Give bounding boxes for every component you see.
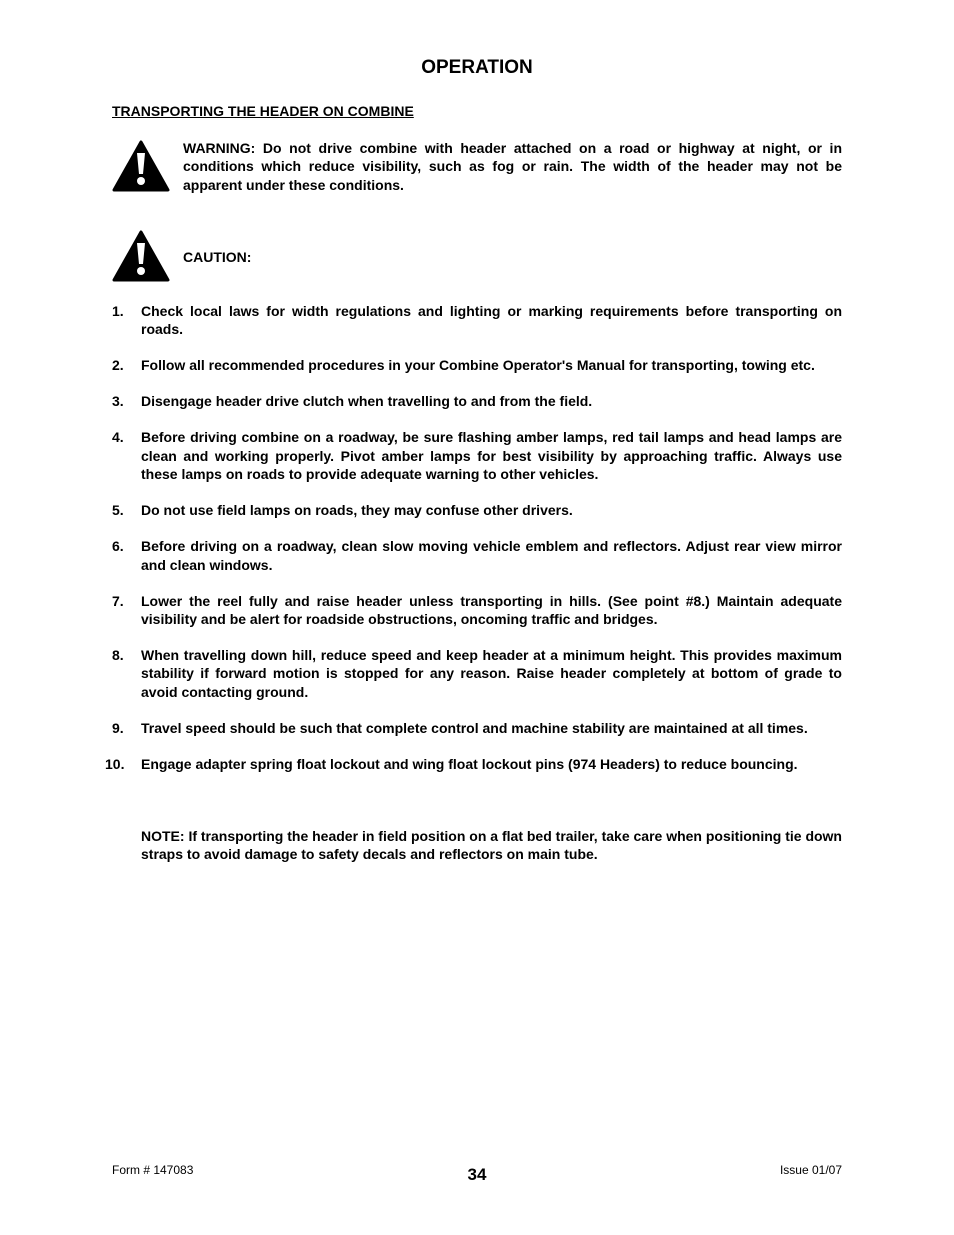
list-item bbox=[0, 501, 954, 519]
list-item bbox=[0, 356, 954, 374]
step-text: Do not use field lamps on roads, they may confuse other drivers. bbox=[141, 502, 573, 519]
step-number: 6. bbox=[112, 538, 124, 555]
transport-note: NOTE: If transporting the header in field position on a flat bed trailer, take care when positioning tie down straps to avoid damage to safety decals and reflectors on main tube. bbox=[141, 828, 842, 863]
step-number: 8. bbox=[112, 647, 124, 664]
step-text: Before driving on a roadway, clean slow moving vehicle emblem and reflectors. Adjust rear view mirror and clean windows. bbox=[141, 538, 842, 573]
list-item bbox=[0, 592, 954, 629]
section-title: TRANSPORTING THE HEADER ON COMBINE bbox=[112, 103, 414, 119]
step-text: Lower the reel fully and raise header unless transporting in hills. (See point #8.) Maintain adequate visibility and be alert for roadside obstructions, oncoming traffic and bridges. bbox=[141, 592, 842, 628]
warning-text: WARNING: Do not drive combine with header attached on a road or highway at night, or in conditions which reduce visibility, such as fog or rain. The width of the header may not be apparent under these conditions. bbox=[183, 140, 842, 193]
page-number: 34 bbox=[467, 1165, 487, 1184]
step-number: 3. bbox=[112, 393, 124, 410]
step-number: 7. bbox=[112, 592, 124, 609]
list-item bbox=[0, 302, 954, 339]
list-item bbox=[0, 755, 954, 773]
step-text: Follow all recommended procedures in your Combine Operator's Manual for transporting, towing etc. bbox=[141, 357, 815, 374]
page-title: OPERATION bbox=[421, 57, 533, 78]
step-text: Disengage header drive clutch when travelling to and from the field. bbox=[141, 393, 593, 410]
step-text: Engage adapter spring float lockout and wing float lockout pins (974 Headers) to reduce bouncing. bbox=[141, 755, 798, 772]
step-number: 1. bbox=[112, 303, 124, 319]
step-number: 4. bbox=[112, 429, 124, 446]
step-number: 10. bbox=[105, 755, 125, 772]
warning-triangle-icon bbox=[112, 230, 170, 282]
step-text: Travel speed should be such that complete control and machine stability are maintained at all times. bbox=[141, 719, 808, 736]
warning-triangle-icon bbox=[112, 140, 170, 192]
step-text: When travelling down hill, reduce speed and keep header at a minimum height. This provides maximum stability if forward motion is stopped for any reason. Raise header completely at bottom of grade to avoid contacting ground. bbox=[141, 647, 842, 700]
caution-block bbox=[112, 228, 842, 283]
step-number: 5. bbox=[112, 502, 124, 519]
step-number: 2. bbox=[112, 357, 124, 374]
warning-block bbox=[112, 139, 842, 199]
list-item bbox=[0, 719, 954, 737]
form-number: Form # 147083 bbox=[112, 1163, 194, 1177]
step-number: 9. bbox=[112, 719, 124, 736]
caution-label: CAUTION: bbox=[183, 249, 252, 265]
list-item bbox=[0, 392, 954, 410]
step-text: Before driving combine on a roadway, be sure flashing amber lamps, red tail lamps and head lamps are clean and working properly. Pivot amber lamps for best visibility by approaching traffic. Always use these lamps on roads to provide adequate warning to other vehicles. bbox=[141, 429, 842, 483]
list-item bbox=[0, 428, 954, 483]
list-item bbox=[0, 646, 954, 701]
list-item bbox=[0, 537, 954, 574]
transport-steps-list bbox=[0, 302, 954, 791]
step-text: Check local laws for width regulations and lighting or marking requirements before transporting on roads. bbox=[141, 303, 842, 338]
issue-date: Issue 01/07 bbox=[779, 1163, 842, 1177]
